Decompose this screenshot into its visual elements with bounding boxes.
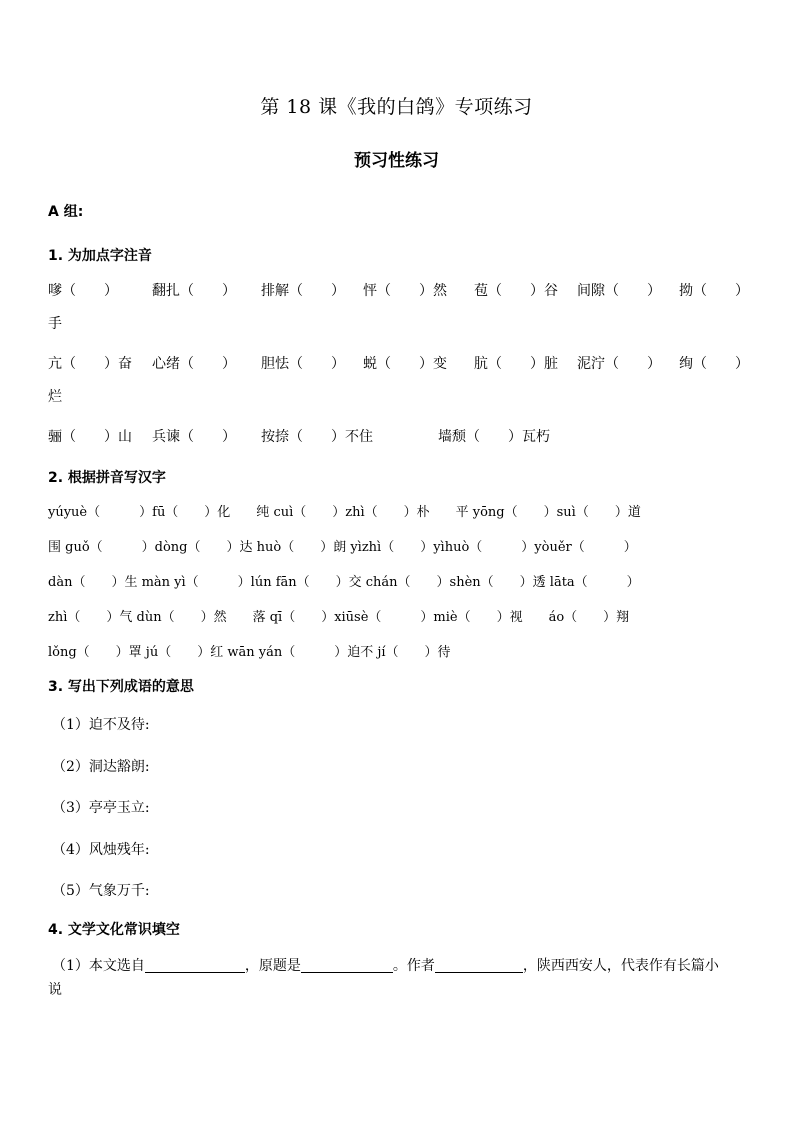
q1-item: 怦（ ）然 <box>363 283 447 299</box>
q1-item: 绚（ ） <box>679 356 749 372</box>
answer-blank[interactable] <box>435 958 523 973</box>
answer-blank[interactable] <box>301 958 393 973</box>
q3-heading: 3. 写出下列成语的意思 <box>48 679 194 695</box>
page-title: 第 18 课《我的白鸽》专项练习 <box>260 96 533 118</box>
answer-blank[interactable] <box>145 958 245 973</box>
q1-wrap: 烂 <box>48 389 62 405</box>
q1-item: 蜕（ ）变 <box>363 356 447 372</box>
q3-item: （1）迫不及待: <box>52 717 150 733</box>
q1-item: 拗（ ） <box>679 283 749 299</box>
q1-item: 兵谏（ ） <box>152 429 236 445</box>
q1-item: 排解（ ） <box>261 283 345 299</box>
q1-item: 苞（ ）谷 <box>474 283 558 299</box>
q3-item: （2）洞达豁朗: <box>52 759 150 775</box>
q1-item: 按捺（ ）不住 <box>261 429 373 445</box>
q1-item: 墙颓（ ）瓦朽 <box>438 429 550 445</box>
q2-heading: 2. 根据拼音写汉字 <box>48 470 166 486</box>
q4-text: 。作者 <box>392 958 435 974</box>
q1-item: 胆怯（ ） <box>261 356 345 372</box>
q1-item: 亢（ ）奋 <box>48 356 132 372</box>
page-subtitle: 预习性练习 <box>354 151 439 171</box>
q2-line: lǒng（ ）罩 jú（ ）红 wān yán（ ）迫不 jí（ ）待 <box>48 645 451 660</box>
q3-item: （4）风烛残年: <box>52 842 150 858</box>
q2-line: dàn（ ）生 màn yì（ ）lún fān（ ）交 chán（ ）shèn（ ）透 lāta（ ） <box>48 575 640 590</box>
q3-item: （3）亭亭玉立: <box>52 800 150 816</box>
q4-text: ，原题是 <box>244 958 301 974</box>
q4-heading: 4. 文学文化常识填空 <box>48 922 180 938</box>
q3-item: （5）气象万千: <box>52 883 150 899</box>
q2-line: yúyuè（ ）fū（ ）化 纯 cuì（ ）zhì（ ）朴 平 yōng（ ）suì（ ）道 <box>48 505 641 520</box>
q1-item: 心绪（ ） <box>152 356 236 372</box>
q4-sentence <box>52 955 719 975</box>
q1-item: 间隙（ ） <box>577 283 661 299</box>
q1-item: 骊（ ）山 <box>48 429 132 445</box>
q1-heading: 1. 为加点字注音 <box>48 248 152 264</box>
q2-line: zhì（ ）气 dùn（ ）然 落 qī（ ）xiūsè（ ）miè（ ）视 áo（ ）翔 <box>48 610 630 625</box>
q2-line: 围 guǒ（ ）dòng（ ）达 huò（ ）朗 yìzhì（ ）yìhuò（ ）yòuěr（ ） <box>48 540 637 555</box>
q1-item: 翻扎（ ） <box>152 283 236 299</box>
q1-item: 泥泞（ ） <box>577 356 661 372</box>
q1-item: 嗲（ ） <box>48 283 118 299</box>
q4-text: ，陕西西安人，代表作有长篇小 <box>522 958 719 974</box>
q1-wrap: 手 <box>48 316 62 332</box>
q4-text: （1）本文选自 <box>52 958 145 974</box>
q4-wrap: 说 <box>48 982 62 998</box>
group-label: A 组: <box>48 204 84 220</box>
q1-item: 肮（ ）脏 <box>474 356 558 372</box>
